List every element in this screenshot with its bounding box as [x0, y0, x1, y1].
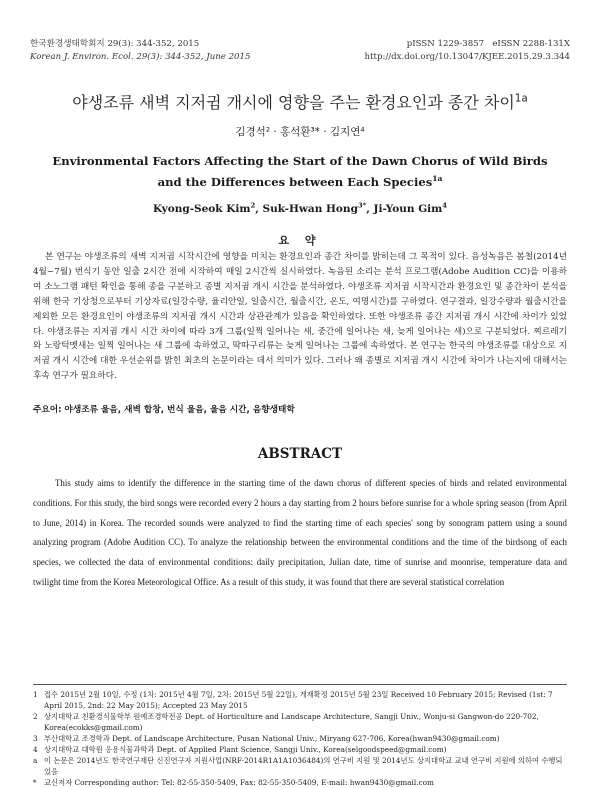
korean-abstract — [33, 250, 567, 384]
footnote-text: 상지대학교 대학원 응용식물과학과 Dept. of Applied Plant Science, Sangji Univ., Korea(selgoodspeed@gmail.com) — [44, 745, 447, 754]
author-name: Kyong-Seok Kim — [152, 203, 251, 215]
doi-link[interactable]: http://dx.doi.org/10.13047/KJEE.2015.29.3.344 — [364, 52, 570, 62]
footnote-text: 교신저자 Corresponding author: Tel: 82-55-350-5409, Fax: 82-55-350-5409, E-mail: hwan9430@gmail.com — [44, 778, 434, 787]
footnote-mark: 1 — [33, 690, 38, 699]
korean-abstract-heading: 요 약 — [278, 234, 322, 247]
keywords-list: 야생조류 울음, 새벽 합창, 번식 울음, 울음 시간, 음향생태학 — [64, 405, 295, 415]
footnote-mark: 4 — [33, 745, 38, 754]
authors-english: Kyong-Seok Kim$^2$, Suk-Hwan Hong$^{3*}$, Ji-Youn Gim$^4$ — [152, 201, 448, 215]
journal-citation — [30, 38, 250, 64]
footnote-text: 상지대학교 친환경식물학부 원예조경학전공 Dept. of Horticulture and Landscape Architecture, Sangji Univ., Wonju-si Gangwon-do 220-702, Korea(ecokks@gmail.com) — [44, 712, 539, 732]
author-affiliation-ref: 2 — [250, 201, 256, 210]
footnote-text: 이 논문은 2014년도 한국연구재단 신진연구자 지원사업(NRF-2014R1A1A1036484)의 연구비 지원 및 2014년도 상지대학교 교내 연구비 지원에 의하여 수행되었음 — [44, 756, 563, 776]
footnotes — [33, 689, 567, 788]
footnote-text: 부산대학교 조경학과 Dept. of Landscape Architecture, Pusan National Univ., Miryang 627-706, Korea(hwan9430@gmail.com) — [44, 734, 500, 743]
issn: pISSN 1229-3857 eISSN 2288-131X — [406, 39, 570, 49]
title-korean-footnote-ref: 1a — [514, 92, 528, 105]
title-english-text: Environmental Factors Affecting the Start of the Dawn Chorus of Wild Birds and the Differences between Each Species — [52, 154, 548, 189]
footnote — [33, 777, 567, 788]
authors-korean: 김경석² · 홍석환³* · 김지연⁴ — [235, 126, 365, 138]
title-english — [40, 151, 560, 193]
footnote-text: 접수 2015년 2월 10일, 수정 (1차: 2015년 4월 7일, 2차: 2015년 5월 22일), 게재확정 2015년 5월 23일 Received 10 February 2015; Revised (1st: 7 April 2015, 2nd: 22 May 2015); Accepted 23 May 2015 — [44, 690, 553, 710]
author-affiliation-ref: 3* — [357, 201, 367, 210]
author-name: Suk-Hwan Hong — [262, 203, 358, 215]
korean-abstract-text: 본 연구는 야생조류의 새벽 지저귐 시작시간에 영향을 미치는 환경요인과 종간 차이를 밝히는데 그 목적이 있다. 음성녹음은 봄철(2014년 4월~7월) 번식기 동안 일출 2시간 전에 시작하여 매일 2시간씩 실시하였다. 녹음된 소리는 분석 프로그램(Adobe Audition CC)을 이용하여 소노그램 패턴 확인을 통해 종을 구분하고 종별 지저귐 개시 시간을 분석하였다. 야생조류 지저귐 시작시간과 환경요인 및 종간차이 분석을 위해 한국 기상청으로부터 기상자료(일강수량, 율리안일, 일출시간, 월출시간, 온도, 여명시간)를 구하였다. 연구결과, 일강수량과 월출시간을 제외한 모든 환경요인이 야생조류의 지저귐 개시 시간과 상관관계가 있음을 확인하였다. 또한 야생조류 종간 지저귐 개시 시간에 차이가 있었다. 야생조류는 지저귐 개시 시간 차이에 따라 3개 그룹(일찍 일어나는 새, 중간에 일어나는 새, 늦게 일어나는 새)으로 구분되었다. 찌르레기와 노랑턱멧새는 일찍 일어나는 새 그룹에 속하였고, 딱따구리류는 늦게 일어나는 그룹에 속하였다. 본 연구는 한국의 야생조류를 대상으로 지저귐 개시 시간에 대한 우선순위를 밝힌 최초의 논문이라는 데서 의미가 있다. 그러나 왜 종별로 지저귐 개시 시간에 차이가 나는지에 대해서는 후속 연구가 필요하다. — [33, 252, 567, 382]
author-affiliation-ref: 4 — [442, 201, 448, 210]
journal-name-ko: 한국환경생태학회지 29(3): 344-352, 2015 — [30, 39, 200, 49]
english-abstract — [33, 474, 567, 593]
footnote — [33, 755, 567, 777]
title-korean — [0, 90, 600, 113]
english-abstract-heading: ABSTRACT — [257, 446, 343, 462]
footnote — [33, 744, 567, 755]
keywords-label: 주요어: — [33, 405, 62, 415]
english-abstract-text: This study aims to identify the difference in the starting time of the dawn chorus of different species of birds and related environmental conditions. For this study, the bird songs were recorded every 2 hours a day starting from 2 hours before sunrise for a whole spring season (from April to June, 2014) in Korea. The recorded sounds were analyzed to find the starting time of each species' song by sonogram pattern using a sound analyzing program (Adobe Audition CC). To analyze the relationship between the environmental conditions and the time of the birdsong of each species, we collected the data of environmental conditions: daily precipitation, Julian date, time of sunrise and moonrise, temperature data and twilight time from the Korea Meteorological Office. As a result of this study, it was found that there are several statistical correlation — [33, 478, 567, 587]
footnote-mark: 3 — [33, 734, 38, 743]
title-korean-text: 야생조류 새벽 지저귐 개시에 영향을 주는 환경요인과 종간 차이 — [72, 93, 515, 112]
footnote-divider — [33, 684, 567, 685]
footnote — [33, 711, 567, 733]
author-name: Ji-Youn Gim — [373, 203, 443, 215]
footnote-mark: * — [33, 778, 37, 787]
footnote — [33, 689, 567, 711]
title-english-footnote-ref: 1a — [432, 174, 443, 184]
footnote-mark: 2 — [33, 712, 38, 721]
journal-identifiers — [365, 38, 570, 64]
footnote — [33, 733, 567, 744]
footnote-mark: a — [33, 756, 38, 765]
journal-name-en: Korean J. Environ. Ecol. 29(3): 344-352, June 2015 — [30, 52, 251, 62]
keywords — [33, 403, 567, 415]
